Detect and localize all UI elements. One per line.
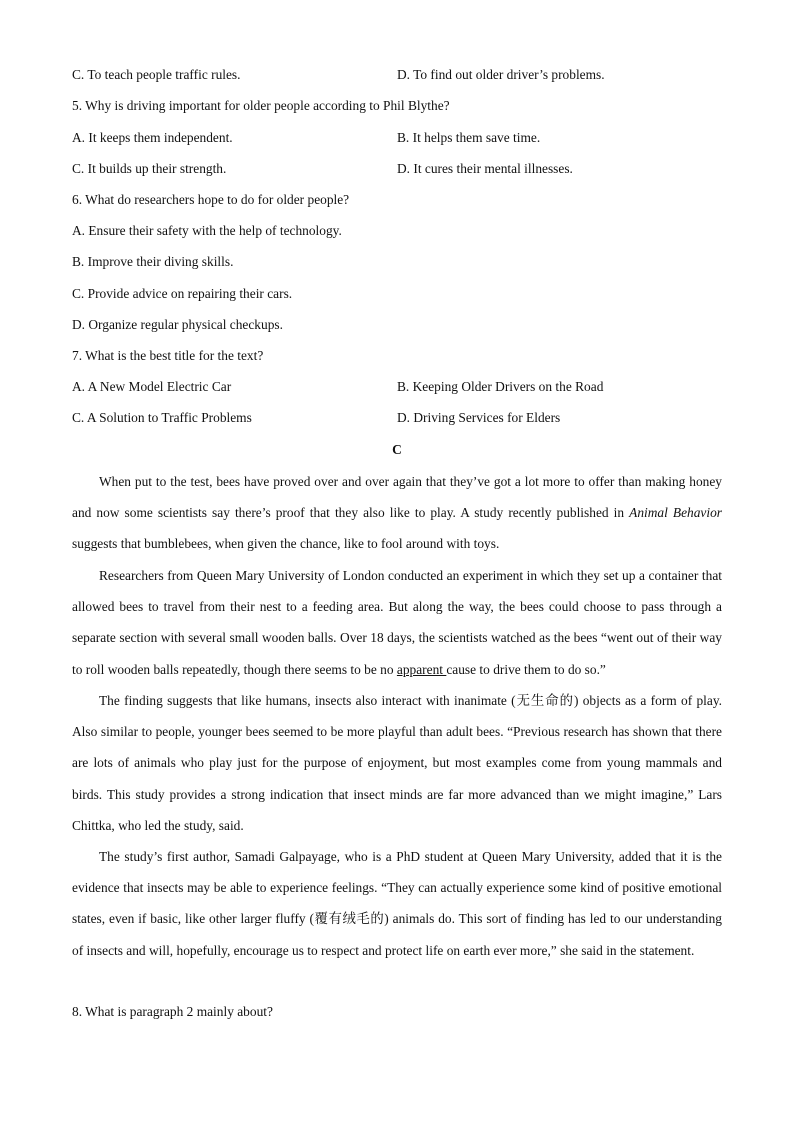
underlined-word: apparent (396, 661, 447, 677)
passage-paragraph-1 (72, 466, 722, 560)
question-5-options-row-1 (72, 130, 722, 150)
p1-text-start: When put to the test, bees have proved over and over again that they’ve got a lot more to offer than making honey and now some scientists say there’s proof that they also like to play. A study recently published in (72, 474, 722, 521)
p1-text-end: suggests that bumblebees, when given the chance, like to fool around with toys. (72, 536, 500, 552)
p2-text-start: Researchers from Queen Mary University of London conducted an experiment in which they set up a container that allowed bees to travel from their nest to a feeding area. But along the way, the bees could choose to pass through a separate section with several small wooden balls. Over 18 days, the scientists watched as the bees “went out of their way to roll wooden balls repeatedly, though there seems to be no (72, 568, 722, 677)
q7-option-d[interactable]: D. Driving Services for Elders (397, 410, 561, 425)
q7-option-c[interactable]: C. A Solution to Traffic Problems (72, 410, 252, 425)
question-8-stem: 8. What is paragraph 2 mainly about? (72, 1004, 273, 1019)
passage-paragraph-4 (72, 841, 722, 966)
question-5-options-row-2 (72, 161, 722, 181)
p2-text-end: cause to drive them to do so.” (446, 661, 606, 677)
question-7-options-row-2 (72, 410, 722, 430)
question-4-options-row (72, 67, 722, 87)
question-5-stem: 5. Why is driving important for older people according to Phil Blythe? (72, 98, 450, 113)
q5-option-b[interactable]: B. It helps them save time. (397, 130, 541, 145)
q6-option-d[interactable]: D. Organize regular physical checkups. (72, 317, 283, 332)
q5-option-a[interactable]: A. It keeps them independent. (72, 130, 233, 145)
p4-text: The study’s first author, Samadi Galpayage, who is a PhD student at Queen Mary University, added that it is the evidence that insects may be able to experience feelings. “They can actually experience some kind of positive emotional states, even if basic, like other larger fluffy (覆有绒毛的) animals do. This sort of finding has led to our understanding of insects and will, hopefully, encourage us to respect and protect life on earth ever more,” she said in the statement. (72, 849, 722, 958)
passage-paragraph-3 (72, 685, 722, 841)
p3-text: The finding suggests that like humans, insects also interact with inanimate (无生命的) objects as a form of play. Also similar to people, younger bees seemed to be more playful than adult bees. “Previous research has shown that there are lots of animals who play just for the purpose of enjoyment, but most examples come from young mammals and birds. This study provides a strong indication that insect minds are far more advanced than we might imagine,” Lars Chittka, who led the study, said. (72, 693, 722, 833)
journal-title: Animal Behavior (629, 505, 722, 521)
q5-option-c[interactable]: C. It builds up their strength. (72, 161, 227, 176)
q4-option-c[interactable]: C. To teach people traffic rules. (72, 67, 241, 82)
passage-paragraph-2 (72, 560, 722, 685)
q6-option-a[interactable]: A. Ensure their safety with the help of technology. (72, 223, 342, 238)
question-7-options-row-1 (72, 379, 722, 399)
q4-option-d[interactable]: D. To find out older driver’s problems. (397, 67, 605, 82)
q5-option-d[interactable]: D. It cures their mental illnesses. (397, 161, 573, 176)
q7-option-a[interactable]: A. A New Model Electric Car (72, 379, 232, 394)
q7-option-b[interactable]: B. Keeping Older Drivers on the Road (397, 379, 604, 394)
question-6-stem: 6. What do researchers hope to do for older people? (72, 192, 350, 207)
q6-option-c[interactable]: C. Provide advice on repairing their cars. (72, 286, 293, 301)
q6-option-b[interactable]: B. Improve their diving skills. (72, 254, 234, 269)
section-heading: C (392, 442, 402, 457)
question-7-stem: 7. What is the best title for the text? (72, 348, 264, 363)
